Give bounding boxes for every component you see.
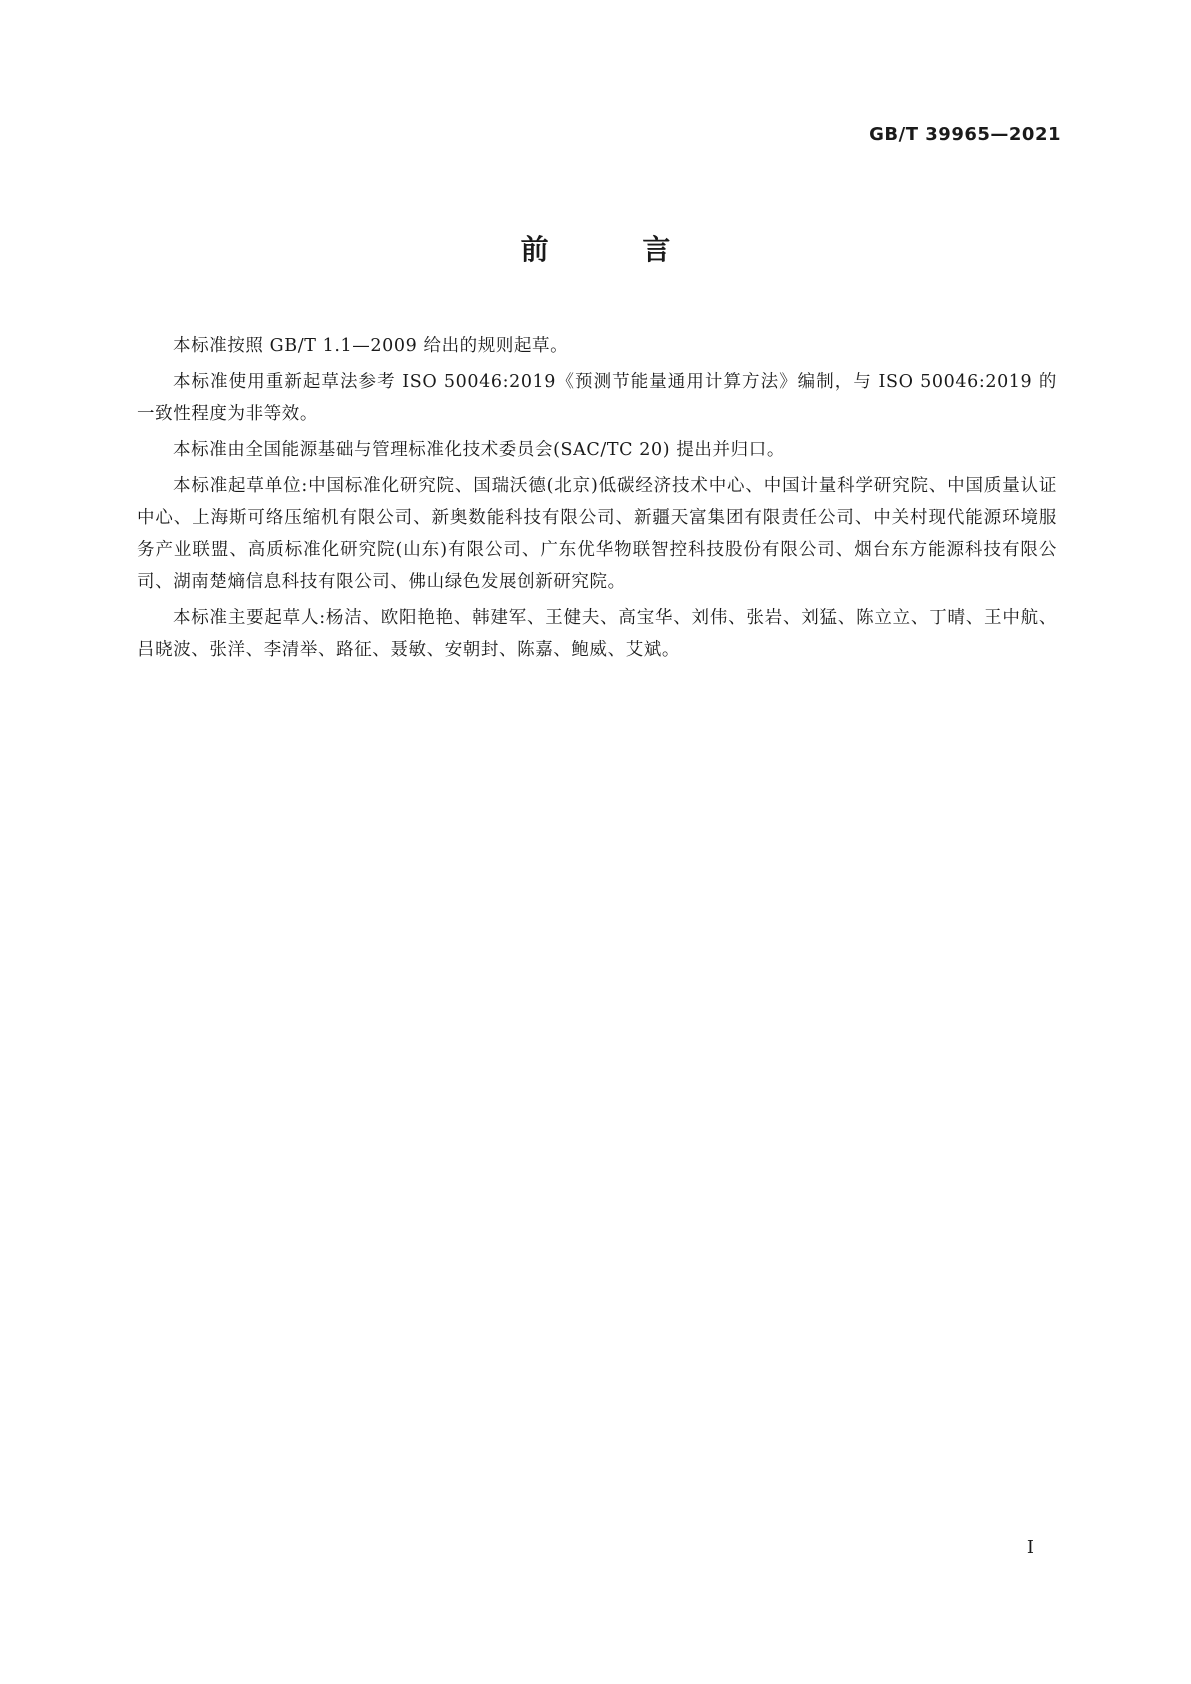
paragraph-drafters: 本标准主要起草人:杨洁、欧阳艳艳、韩建军、王健夫、高宝华、刘伟、张岩、刘猛、陈立立、丁晴、王中航、吕晓波、张洋、李清举、路征、聂敏、安朝封、陈嘉、鲍威、艾斌。 bbox=[137, 608, 1057, 660]
standard-code: GB/T 39965—2021 bbox=[869, 124, 1061, 145]
paragraph-drafting-rules: 本标准按照 GB/T 1.1—2009 给出的规则起草。 bbox=[173, 336, 569, 356]
foreword-body bbox=[137, 330, 1057, 670]
paragraph-drafting-units: 本标准起草单位:中国标准化研究院、国瑞沃德(北京)低碳经济技术中心、中国计量科学研究院、中国质量认证中心、上海斯可络压缩机有限公司、新奥数能科技有限公司、新疆天富集团有限责任公司、中关村现代能源环境服务产业联盟、高质标准化研究院(山东)有限公司、广东优华物联智控科技股份有限公司、烟台东方能源科技有限公司、湖南楚熵信息科技有限公司、佛山绿色发展创新研究院。 bbox=[137, 476, 1057, 592]
paragraph-reference-standard: 本标准使用重新起草法参考 ISO 50046:2019《预测节能量通用计算方法》编制，与 ISO 50046:2019 的一致性程度为非等效。 bbox=[137, 372, 1057, 424]
paragraph-committee: 本标准由全国能源基础与管理标准化技术委员会(SAC/TC 20) 提出并归口。 bbox=[173, 440, 785, 460]
page-title: 前 言 bbox=[520, 233, 713, 266]
page-number: I bbox=[1026, 1537, 1034, 1558]
